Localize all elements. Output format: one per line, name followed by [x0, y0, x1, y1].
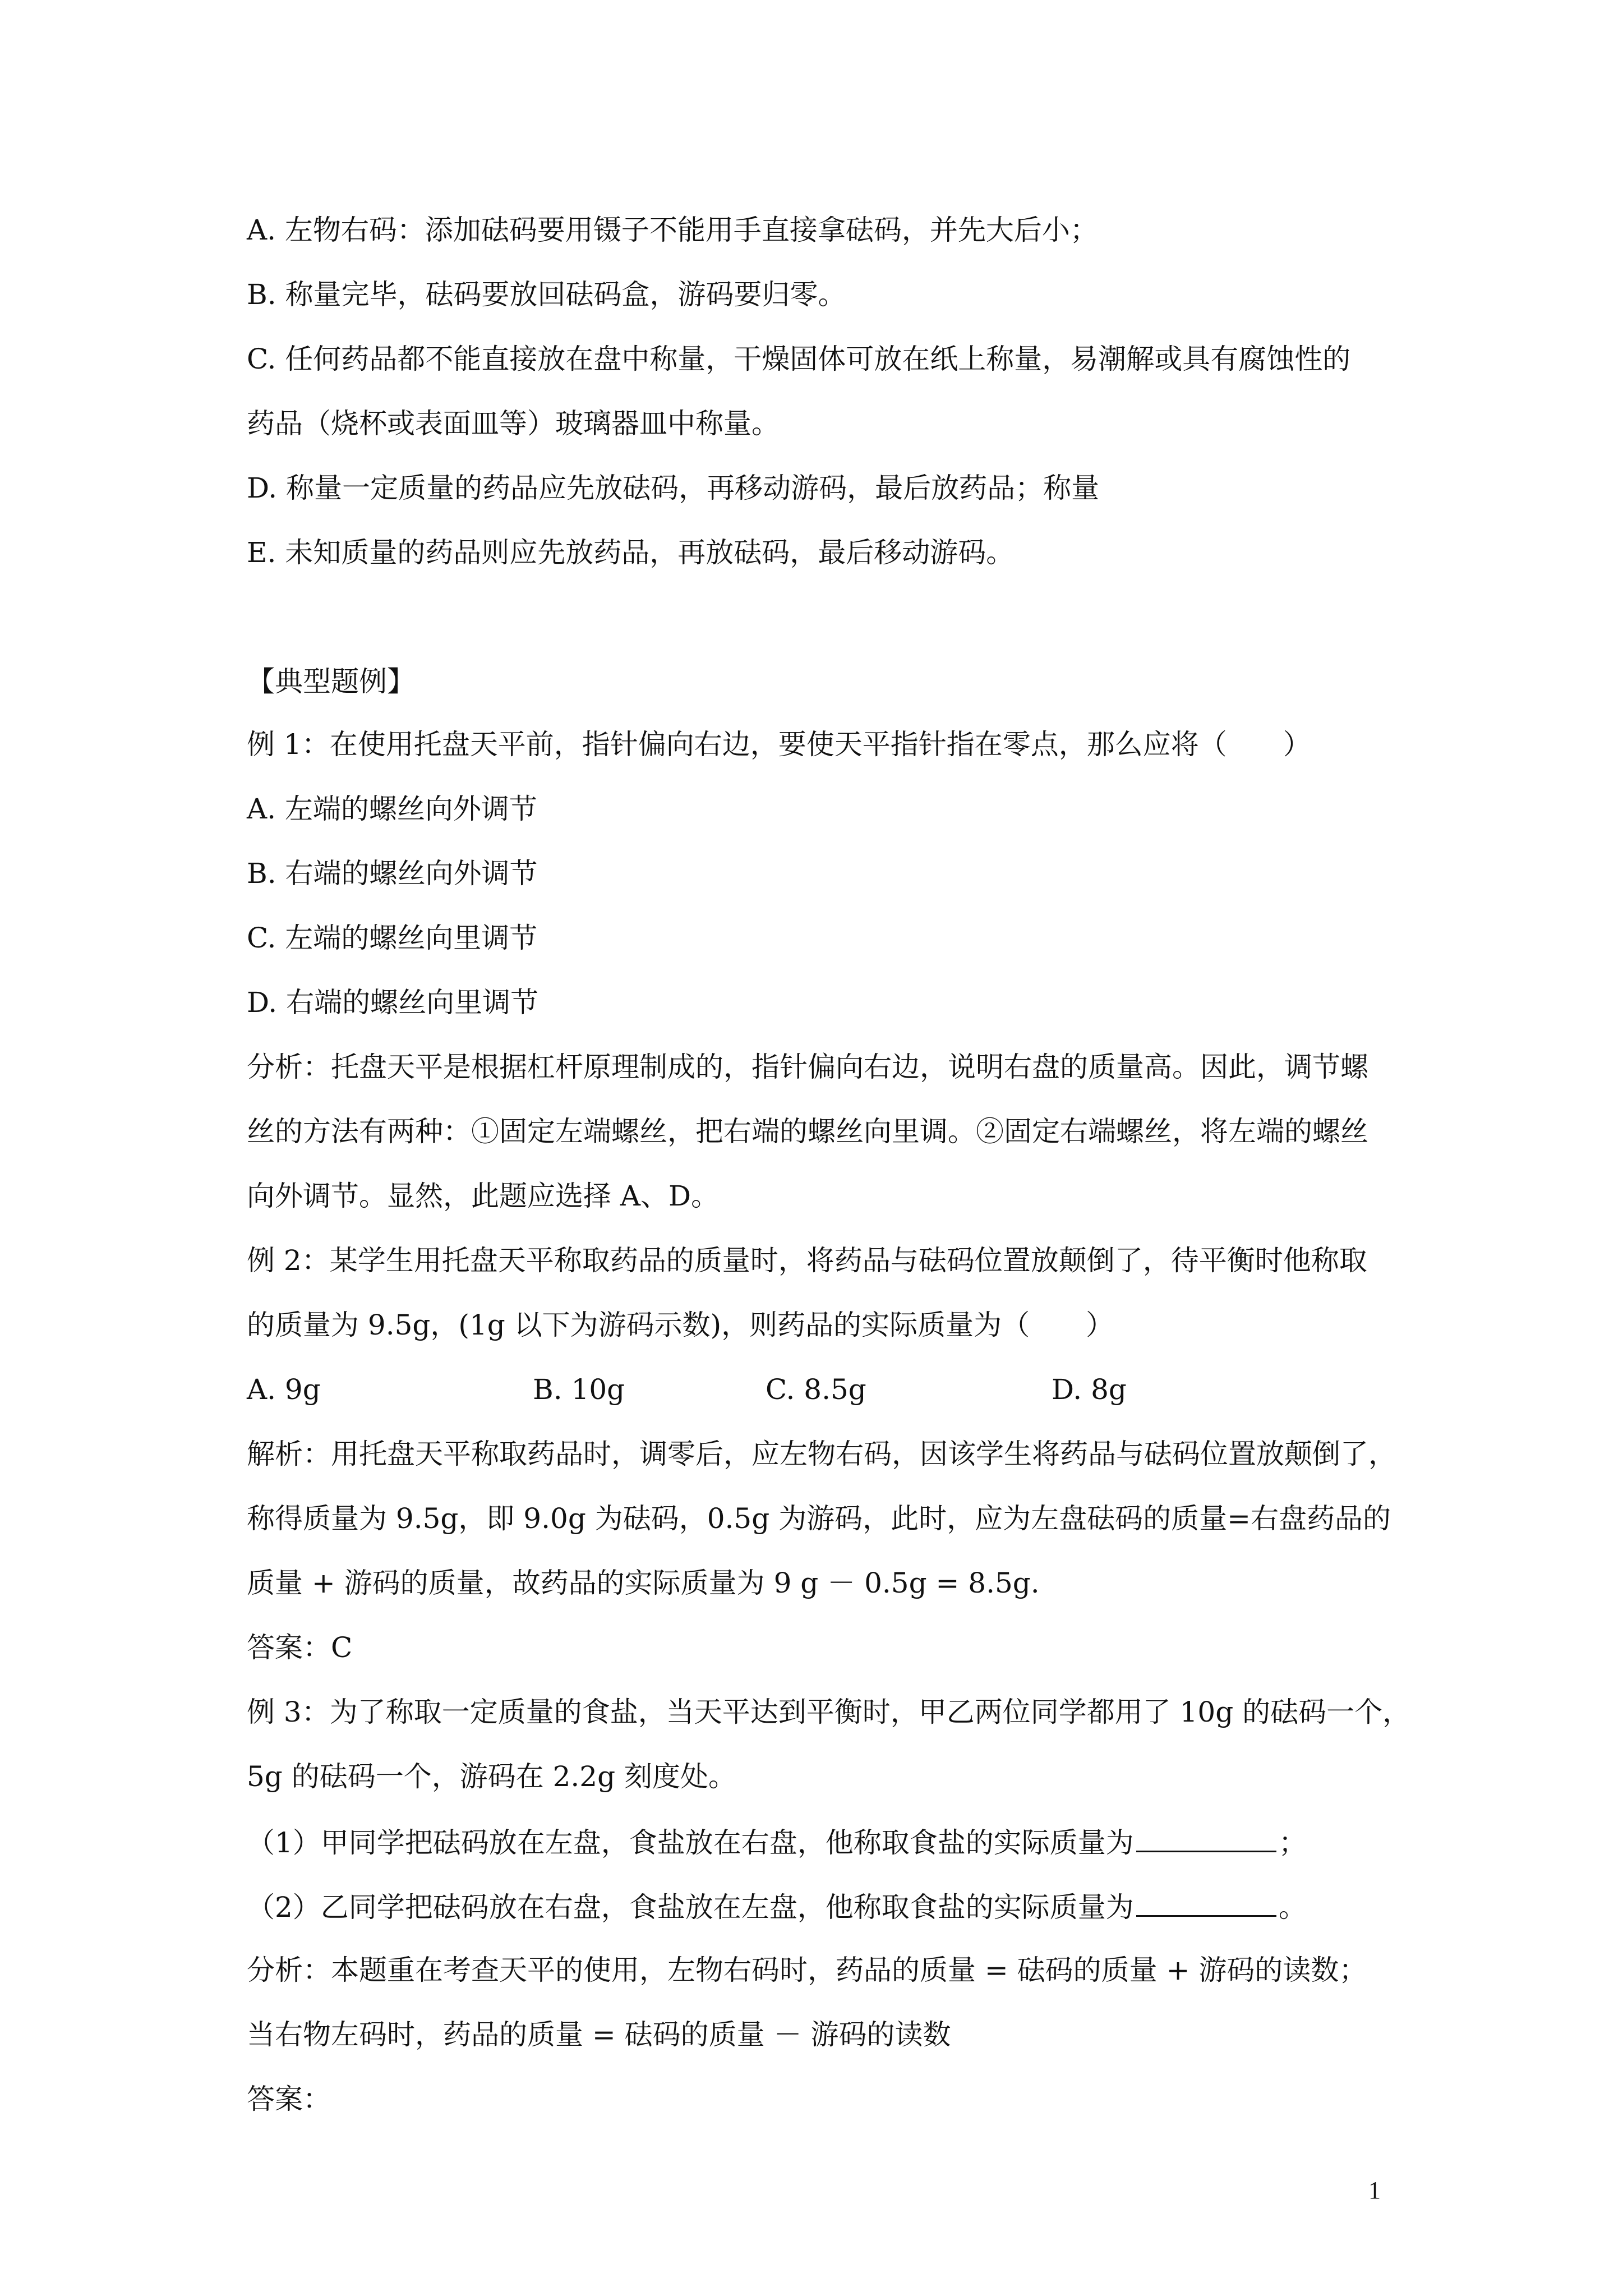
sub-question-1-end: ； [1278, 1826, 1307, 1859]
example-3-sub-question-1 [247, 1821, 1391, 1862]
example-1-option-b: B. 右端的螺丝向外调节 [247, 857, 538, 890]
example-2-question-line2: 的质量为 9.5g，(1g 以下为游码示数)，则药品的实际质量为（ ） [247, 1309, 1114, 1341]
example-2-answer: 答案：C [247, 1631, 353, 1664]
rule-c-line2: 药品（烧杯或表面皿等）玻璃器皿中称量。 [247, 407, 780, 440]
example-2-analysis-line3: 质量 + 游码的质量，故药品的实际质量为 9 g － 0.5g = 8.5g. [247, 1567, 1040, 1599]
sub-question-1-text: （1）甲同学把砝码放在左盘，食盐放在右盘，他称取食盐的实际质量为 [247, 1826, 1134, 1859]
example-2-analysis-line2: 称得质量为 9.5g，即 9.0g 为砝码，0.5g 为游码，此时，应为左盘砝码的质量=右盘药品的 [247, 1502, 1391, 1535]
rule-d: D. 称量一定质量的药品应先放砝码，再移动游码，最后放药品；称量 [247, 472, 1100, 504]
sub-question-2-end: 。 [1278, 1891, 1307, 1924]
example-3-question-line2: 5g 的砝码一个，游码在 2.2g 刻度处。 [247, 1760, 737, 1793]
example-2-question-line1: 例 2：某学生用托盘天平称取药品的质量时，将药品与砝码位置放颠倒了，待平衡时他称取 [247, 1244, 1367, 1277]
page-number: 1 [1368, 2177, 1381, 2204]
example-1-analysis-line3: 向外调节。显然，此题应选择 A、D。 [247, 1180, 720, 1212]
rule-c-line1: C. 任何药品都不能直接放在盘中称量，干燥固体可放在纸上称量，易潮解或具有腐蚀性的 [247, 343, 1351, 375]
example-3-question-line1: 例 3：为了称取一定质量的食盐，当天平达到平衡时，甲乙两位同学都用了 10g 的砝码一个， [247, 1696, 1411, 1728]
sub-question-2-text: （2）乙同学把砝码放在右盘，食盐放在左盘，他称取食盐的实际质量为 [247, 1891, 1134, 1924]
example-1-analysis-line2: 丝的方法有两种：①固定左端螺丝，把右端的螺丝向里调。②固定右端螺丝，将左端的螺丝 [247, 1115, 1368, 1148]
example-1-question: 例 1：在使用托盘天平前，指针偏向右边，要使天平指针指在零点，那么应将（ ） [247, 728, 1311, 761]
example-1-option-a: A. 左端的螺丝向外调节 [247, 793, 537, 825]
example-2-analysis-line1: 解析：用托盘天平称取药品时，调零后，应左物右码，因该学生将药品与砝码位置放颠倒了， [247, 1438, 1396, 1470]
example-1-option-d: D. 右端的螺丝向里调节 [247, 986, 539, 1019]
section-title: 【典型题例】 [247, 665, 415, 698]
example-1-analysis-line1: 分析：托盘天平是根据杠杆原理制成的，指针偏向右边，说明右盘的质量高。因此，调节螺 [247, 1051, 1368, 1083]
example-2-option-c: C. 8.5g [766, 1373, 866, 1406]
example-3-sub-question-2 [247, 1886, 1391, 1927]
example-2-option-b: B. 10g [533, 1373, 625, 1406]
rule-a: A. 左物右码：添加砝码要用镊子不能用手直接拿砝码，并先大后小； [247, 214, 1098, 246]
answer-blank-1[interactable] [1136, 1821, 1276, 1852]
example-3-analysis-line2: 当右物左码时，药品的质量 = 砝码的质量 － 游码的读数 [247, 2018, 951, 2051]
rule-e: E. 未知质量的药品则应先放药品，再放砝码，最后移动游码。 [247, 536, 1015, 569]
rule-b: B. 称量完毕，砝码要放回砝码盒，游码要归零。 [247, 278, 846, 311]
answer-blank-2[interactable] [1136, 1886, 1276, 1917]
example-2-option-d: D. 8g [1052, 1373, 1127, 1406]
example-3-answer: 答案： [247, 2083, 331, 2115]
example-1-option-c: C. 左端的螺丝向里调节 [247, 922, 538, 954]
example-3-analysis-line1: 分析：本题重在考查天平的使用，左物右码时，药品的质量 = 砝码的质量 + 游码的读数； [247, 1954, 1367, 1986]
example-2-option-a: A. 9g [247, 1373, 321, 1406]
